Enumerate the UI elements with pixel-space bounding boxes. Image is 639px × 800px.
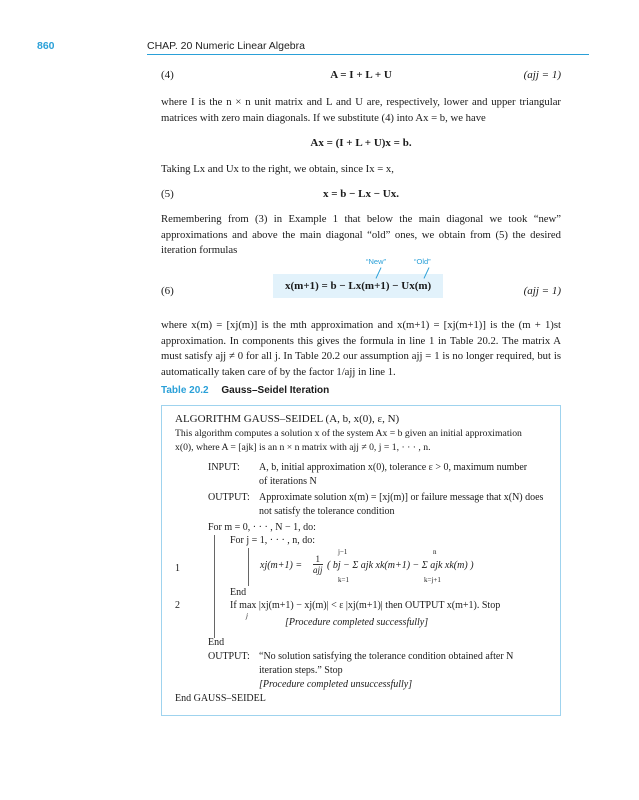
algorithm-description-2: x(0), where A = [ajk] is an n × n matrix with ajj ≠ 0, j = 1, · · · , n.	[175, 442, 431, 453]
sum2-lower: k=j+1	[424, 576, 441, 584]
fraction-numerator: 1	[313, 554, 323, 565]
output-label: OUTPUT:	[208, 492, 250, 503]
inner-end: End	[230, 587, 247, 598]
new-annotation: “New”	[366, 257, 386, 266]
output-line-2: not satisfy the tolerance condition	[259, 506, 395, 517]
output-line-1: Approximate solution x(m) = [xj(m)] or failure message that x(N) does	[259, 492, 544, 503]
sum2-upper: n	[433, 548, 437, 556]
line-number-1: 1	[175, 563, 180, 574]
sum1-lower: k=1	[338, 576, 349, 584]
header-rule	[147, 54, 589, 55]
for-j-loop: For j = 1, · · · , n, do:	[230, 535, 316, 546]
formula-lhs: xj(m+1) =	[260, 560, 303, 571]
page-number: 860	[37, 40, 55, 52]
input-label: INPUT:	[208, 462, 240, 473]
input-line-2: of iterations N	[259, 476, 317, 487]
outer-loop-bar	[214, 535, 215, 638]
procedure-failure: [Procedure completed unsuccessfully]	[259, 679, 413, 690]
line-number-2: 2	[175, 600, 180, 611]
algorithm-title: ALGORITHM GAUSS–SEIDEL (A, b, x(0), ε, N)	[175, 413, 400, 425]
input-line-1: A, b, initial approximation x(0), tolerance ε > 0, maximum number	[259, 462, 528, 473]
equation-label: (6)	[161, 285, 174, 297]
paragraph-2: Taking Lx and Ux to the right, we obtain, since Ix = x,	[161, 163, 394, 175]
procedure-success: [Procedure completed successfully]	[285, 617, 429, 628]
algorithm-box	[161, 405, 561, 716]
chapter-title: CHAP. 20 Numeric Linear Algebra	[147, 40, 305, 52]
table-caption	[161, 385, 329, 396]
paragraph-4: where x(m) = [xj(m)] is the mth approximation and x(m+1) = [xj(m+1)] is the (m + 1)st approximation. In components this gives the formula in line 1 in Table 20.2. The matrix A must satisfy ajj ≠ 0 for all j. In Table 20.2 our assumption ajj = 1 is no longer required, but is automatically taken care of by the factor 1/ajj in line 1.	[161, 319, 561, 378]
equation-label: (5)	[161, 188, 174, 200]
old-annotation: “Old”	[414, 257, 431, 266]
equation-condition: (ajj = 1)	[523, 69, 561, 81]
inner-loop-bar	[248, 548, 249, 586]
formula-rhs: ( bj − Σ ajk xk(m+1) − Σ ajk xk(m) )	[327, 560, 474, 571]
outer-end: End	[208, 637, 225, 648]
equation-body: A = I + L + U	[330, 69, 392, 81]
paragraph-1: where I is the n × n unit matrix and L and U are, respectively, lower and upper triangular matrices with zero main diagonals. If we substitute (4) into Ax = b, we have	[161, 96, 561, 124]
equation-substituted	[161, 137, 561, 153]
formula-fraction	[313, 554, 323, 575]
for-m-loop: For m = 0, · · · , N − 1, do:	[208, 522, 316, 533]
max-subscript: j	[246, 612, 248, 620]
sum1-upper: j−1	[338, 548, 348, 556]
equation-condition: (ajj = 1)	[523, 285, 561, 297]
convergence-check: If max |xj(m+1) − xj(m)| < ε |xj(m+1)| then OUTPUT x(m+1). Stop	[230, 600, 501, 611]
table-title: Gauss–Seidel Iteration	[221, 385, 330, 396]
table-number: Table 20.2	[161, 385, 209, 396]
algorithm-end: End GAUSS–SEIDEL	[175, 693, 266, 704]
failure-message-1: “No solution satisfying the tolerance condition obtained after N	[259, 651, 514, 662]
equation-label: (4)	[161, 69, 174, 81]
failure-output-label: OUTPUT:	[208, 651, 250, 662]
equation-6-body: x(m+1) = b − Lx(m+1) − Ux(m)	[285, 280, 432, 292]
paragraph-3: Remembering from (3) in Example 1 that below the main diagonal we took “new” approximations and above the main diagonal “old” ones, we obtain from (5) the desired iteration formulas	[161, 213, 561, 256]
failure-message-2: iteration steps.” Stop	[259, 665, 343, 676]
fraction-denominator: ajj	[313, 565, 323, 575]
equation-body: x = b − Lx − Ux.	[323, 188, 399, 200]
equation-body: Ax = (I + L + U)x = b.	[310, 137, 412, 149]
algorithm-description-1: This algorithm computes a solution x of the system Ax = b given an initial approximation	[175, 428, 522, 439]
equation-4	[161, 69, 561, 85]
equation-5	[161, 188, 561, 204]
